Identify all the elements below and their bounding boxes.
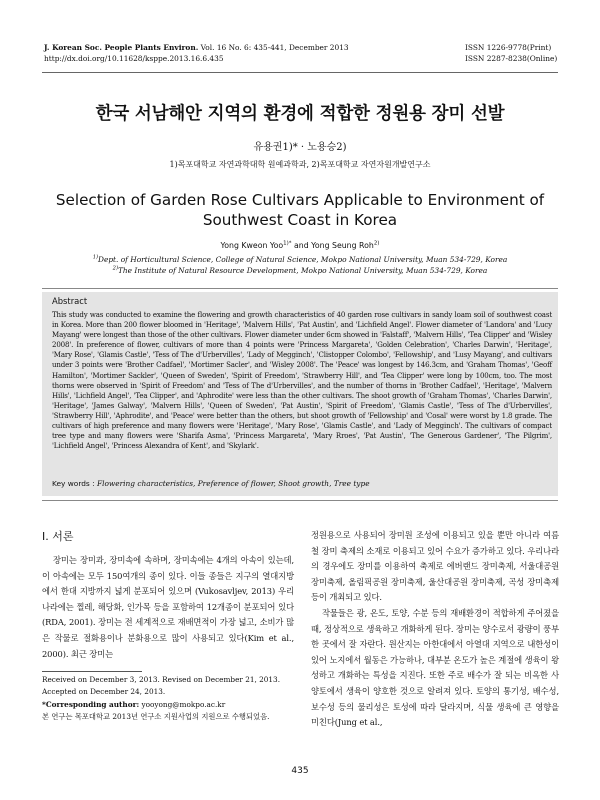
issn-online: ISSN 2287-8238(Online) (465, 53, 558, 63)
paragraph: 정원용으로 사용되어 장미원 조성에 이용되고 있을 뿐만 아니라 여름철 장미 축제의 소재로 이용되고 있어 수요가 증가하고 있다. 우리나라의 경우에도 장미를 이용하여 축제로 에버랜드 장미축제, 서울대공원 장미축제, 올림픽공원 장미축제, 울산대공원 장미축제, 곡성 장미축제 등이 개최되고 있다. (311, 530, 559, 603)
footnotes (42, 674, 298, 723)
abstract-heading: Abstract (52, 296, 88, 306)
paragraph: 작물들은 광, 온도, 토양, 수분 등의 재배환경이 적합하게 주어졌을 때, 정상적으로 생육하고 개화하게 된다. 장미는 양수로서 광량이 풍부한 곳에서 잘 자란다. 원산지는 아한대에서 아열대 지역으로 내한성이 있어 노지에서 월동은 가능하나, 대부분 온도가 높은 계절에 생육이 왕성하고 개화하는 특성을 지진다. 또한 주로 배수가 잘 되는 비옥한 사양토에서 생육이 양호한 것으로 알려져 있다. 토양의 통기성, 배수성, 보수성 등의 물리성은 토성에 따라 달라지며, 식물 생육에 큰 영향을 미친다(Jung et al., (311, 607, 559, 728)
received-date: Received on December 3, 2013. Revised on December 21, 2013. (42, 675, 281, 684)
keywords-label: Key words : (52, 479, 97, 488)
journal-header (44, 43, 349, 64)
keywords (52, 479, 370, 488)
author-1-marker: 1)* (283, 240, 292, 247)
issn-print: ISSN 1226-9778(Print) (465, 43, 552, 52)
journal-name: J. Korean Soc. People Plants Environ. (44, 43, 199, 52)
body-column-left (42, 553, 294, 662)
corresponding-email[interactable]: yooyong@mokpo.ac.kr (139, 699, 226, 709)
abstract-bottom-rule (42, 500, 558, 501)
issn-block (465, 43, 557, 64)
accepted-date: Accepted on December 24, 2013. (42, 687, 166, 697)
body-column-right (311, 528, 559, 731)
english-affiliations (0, 255, 600, 276)
abstract-top-rule (42, 288, 558, 289)
affiliation-1: Dept. of Horticultural Science, College of Natural Science, Mokpo National University, Muan 534-729, Korea (98, 255, 508, 264)
affiliation-2-marker: 2) (112, 265, 118, 272)
keywords-list: Flowering characteristics, Preference of flower, Shoot growth, Tree type (96, 479, 370, 488)
korean-affiliations: 1)목포대학교 자연과학대학 원예과학과, 2)목포대학교 자연자원개발연구소 (169, 160, 431, 169)
abstract-text: This study was conducted to examine the flowering and growth characteristics of 40 garden rose cultivars in sandy loam soil of southwest coast in Korea. More than 200 flower bloomed in 'Heritage', 'Malvern Hills', 'Pat Austin', and 'Lichfield Angel'. Flower diameter of 'Landora' and 'Lucy Mayang' were longest than those of the other cultivars. Flower diameter under 6cm showed in 'Falstaff', 'Malvern Hills', 'Tea Clipper' and 'Wisley 2008'. In preference of flower, cultivars of more than 4 points were 'Princess Margareta', 'Golden Celebration', 'Charles Darwin', 'Heritage', 'Mary Rose', 'Glamis Castle', 'Tess of The d'Urbervilles', 'Lady of Megginch', 'Clistopper Colombo', 'Fellowship', and 'Lusy Mayang', and cultivars under 3 points were 'Brother Cadfael', 'Mortimer Sacler', and 'Wisley 2008'. The 'Peace' was longest by 146.3cm, and 'Graham Thomas', 'Geoff Hamilton', 'Mortimer Sackler', 'Queen of Sweden', 'Spirit of Freedom', 'Strawberry Hill', and 'Tea Clipper' were long by 100cm, too. The most thorns were observed in 'Spirit of Freedom' and 'Tess of The d'Urbervilles', and the number of thorns in 'Brother Cadfael', 'Heritage', 'Malvern Hills', 'Lichfield Angel', 'Tea Clipper', and 'Aphrodite' were less than the other cultivars. The shoot growth of 'Graham Thomas', 'Charles Darwin', 'Heritage', 'James Galway', 'Malvern Hills', 'Queen of Sweden', 'Pat Austin', 'Spirit of Freedom', 'Glamis Castle', 'Tess of The d'Urbervilles', 'Strawberry Hill', 'Aphrodite', and 'Peace' were better than the others, but shoot growth of 'Fellowship' and 'Cosal' were worst by 1.8 grade. The cultivars of high preference and many flowers were 'Heritage', 'Mary Rose', 'Glamis Castle', and 'Lady of Megginch'. The cultivars of compact tree type and many flowers were 'Sharifa Asma', 'Princess Margareta', 'Mary Rroes', 'Pat Austin', 'The Generous Gardener', 'The Pilgrim', 'Lichfield Angel', 'Princess Alexandra of Kent', and 'Skylark'. (52, 310, 552, 451)
author-2-marker: 2) (373, 240, 380, 247)
author-2: and Yong Seung Roh (291, 241, 374, 250)
footnote-rule (42, 671, 142, 672)
funding-note: 본 연구는 목포대학교 2013년 연구소 지원사업의 지원으로 수행되었음. (42, 711, 270, 721)
doi-link[interactable]: http://dx.doi.org/10.11628/ksppe.2013.16.6.435 (44, 53, 224, 63)
affiliation-2: The Institute of Natural Resource Development, Mokpo National University, Muan 534-729, Korea (117, 265, 488, 275)
paragraph: 장미는 장미과, 장미속에 속하며, 장미속에는 4개의 아속이 있는데, 이 아속에는 모두 150여개의 종이 있다. 이들 종들은 지구의 열대지방에서 한대 지방까지 넓게 분포되어 있으며 (Vukosavljev, 2013) 우리나라에는 찔레, 해당화, 인가목 등을 포함하여 12개종이 분포되어 있다(RDA, 2001). 장미는 전 세계적으로 재배면적이 가장 넓고, 소비가 많은 작물로 절화용이나 분화용으로 많이 사용되고 있다(Kim et al., 2000). 최근 장미는 (42, 555, 294, 659)
journal-volume: Vol. 16 No. 6: 435-441, December 2013 (198, 43, 349, 52)
korean-title: 한국 서남해안 지역의 환경에 적합한 정원용 장미 선발 (95, 104, 505, 124)
header-rule (42, 72, 558, 73)
author-1: Yong Kweon Yoo (220, 241, 284, 250)
english-authors (0, 241, 600, 250)
korean-authors: 유용권1)* · 노용승2) (253, 142, 347, 153)
page-number: 435 (291, 766, 309, 776)
affiliation-1-marker: 1) (92, 254, 99, 261)
corresponding-label: *Corresponding author: (42, 699, 140, 709)
english-title: Selection of Garden Rose Cultivars Applicable to Environment of Southwest Coast in Korea (55, 191, 545, 229)
section-heading: Ⅰ. 서론 (42, 530, 74, 543)
